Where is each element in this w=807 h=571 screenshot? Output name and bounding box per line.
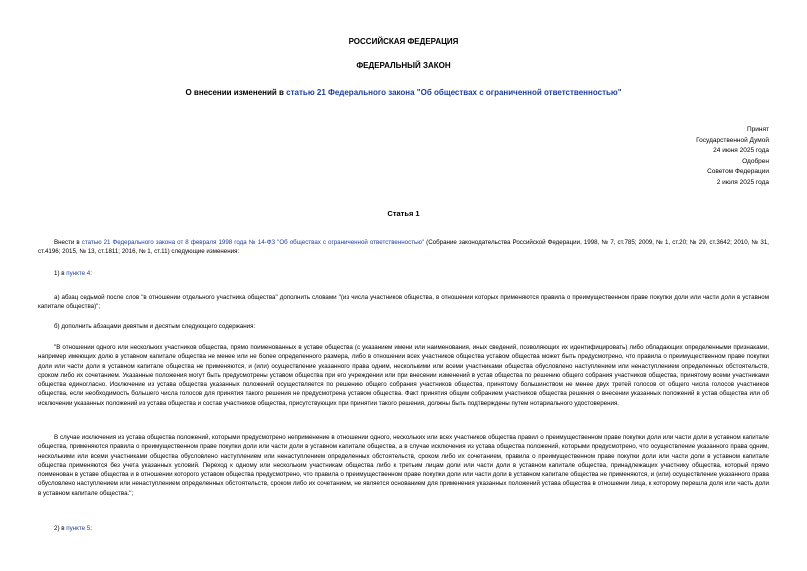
intro-prefix: Внести в bbox=[54, 239, 82, 246]
item-2 bbox=[54, 524, 92, 533]
item-1a-paragraph: а) абзац седьмой после слов "в отношении отдельного участника общества" дополнить словами "(из числа участников общества, в отношении которых применяются правила о преимущественном праве покупки доли или части доли в уставном капитале общества)"; bbox=[38, 294, 769, 311]
adoption-line: Государственной Думой bbox=[696, 136, 769, 144]
adoption-line: 24 июня 2025 года bbox=[713, 147, 769, 154]
item-1-suffix: : bbox=[90, 270, 92, 277]
law-title-prefix: О внесении изменений в bbox=[185, 88, 287, 97]
law-title bbox=[0, 88, 807, 97]
quote-paragraph-2: В случае исключения из устава общества положений, которыми предусмотрено неприменение в отношении одного, нескольких или всех участников общества правил о преимущественном праве покупки доли или части доли в уставном капитале общества, применяются правила о преимущественном праве покупки доли или части доли в уставном капитале общества, а в случае исключения из устава общества положений, которыми предусмотрено, что осуществление указанного права одним, несколькими или всеми участниками общества обусловлено наступлением или ненаступлением определенных обстоятельств, сроком либо их сочетанием, правила о преимущественном праве покупки доли или части доли в уставном капитале общества применяются без учета указанных условий. Переход к одному или нескольким участникам общества либо к третьим лицам доли или части доли в уставном капитале общества, принадлежащих участнику общества, который прямо поименован в уставе общества и в отношении которого уставом общества предусмотрено, что правила о преимущественном праве покупки доли или части доли в уставном капитале общества не применяются, и (или) осуществление указанного права обусловлено наступлением или ненаступлением определенных обстоятельств, сроком либо их сочетанием, не является основанием для применения указанных положений устава общества в отношении лица, к которому перешла доля или часть доли в уставном капитале общества."; bbox=[38, 434, 769, 497]
intro-paragraph bbox=[38, 238, 769, 257]
item-1-prefix: 1) в bbox=[54, 270, 67, 277]
intro-law-link[interactable]: статью 21 Федерального закона от 8 февраля 1998 года № 14-ФЗ "Об обществах с ограниченной ответственностью" bbox=[81, 239, 425, 246]
item-2-prefix: 2) в bbox=[54, 525, 67, 532]
item-1 bbox=[54, 269, 92, 278]
item-1b-paragraph: б) дополнить абзацами девятым и десятым следующего содержания: bbox=[54, 323, 256, 330]
law-title-link[interactable]: статью 21 Федерального закона "Об обществах с ограниченной ответственностью" bbox=[286, 88, 622, 97]
doc-type-heading: ФЕДЕРАЛЬНЫЙ ЗАКОН bbox=[356, 61, 451, 70]
article-heading: Статья 1 bbox=[387, 209, 420, 218]
adoption-line: 2 июля 2025 года bbox=[716, 178, 769, 186]
adoption-line: Принят bbox=[746, 126, 769, 133]
adoption-line: Советом Федерации bbox=[707, 168, 769, 175]
country-heading: РОССИЙСКАЯ ФЕДЕРАЦИЯ bbox=[348, 37, 459, 46]
item-1-link[interactable]: пункте 4 bbox=[66, 270, 91, 277]
adoption-block bbox=[696, 125, 769, 188]
item-2-suffix: : bbox=[90, 525, 92, 532]
quote-paragraph-1: "В отношении одного или нескольких участников общества, прямо поименованных в уставе общества (с указанием имени или наименования, иных сведений, позволяющих их идентифицировать) либо обладающих определенными признаками, например имеющих долю в уставном капитале общества не менее или не более определенного размера, либо в отношении всех участников общества уставом общества может быть предусмотрено, что правила о преимущественном праве покупки доли или части доли в уставном капитале общества не применяются, и (или) осуществление указанного права одним, несколькими или всеми участниками общества обусловлено наступлением или ненаступлением определенных обстоятельств, сроком либо их сочетанием. Указанные положения могут быть предусмотрены уставом общества при его учреждении или при внесении изменений в устав общества по решению общего собрания участников общества, принятому всеми участниками общества единогласно. Исключение из устава общества указанных положений осуществляется по решению общего собрания участников общества, принятому большинством не менее двух третей голосов от общего числа голосов участников общества, если необходимость большего числа голосов для принятия такого решения не предусмотрена уставом общества. Факт принятия общим собранием участников общества решения о внесении указанных положений в устав общества или об исключении указанных положений из устава общества и состав участников общества, присутствующих при принятии такого решения, должны быть подтверждены путем нотариального удостоверения. bbox=[38, 344, 769, 407]
item-2-link[interactable]: пункте 5 bbox=[66, 525, 91, 532]
adoption-line: Одобрен bbox=[742, 157, 769, 165]
intro-suffix: (Собрание законодательства Российской Федерации, 1998, № 7, ст.785; 2009, № 1, ст.20; № 29, ст.3642; 2010, № 31, ст.4196; 2015, № 13, ст.1811; 2016, № 1, ст.11) следующие изменения: bbox=[38, 239, 769, 256]
